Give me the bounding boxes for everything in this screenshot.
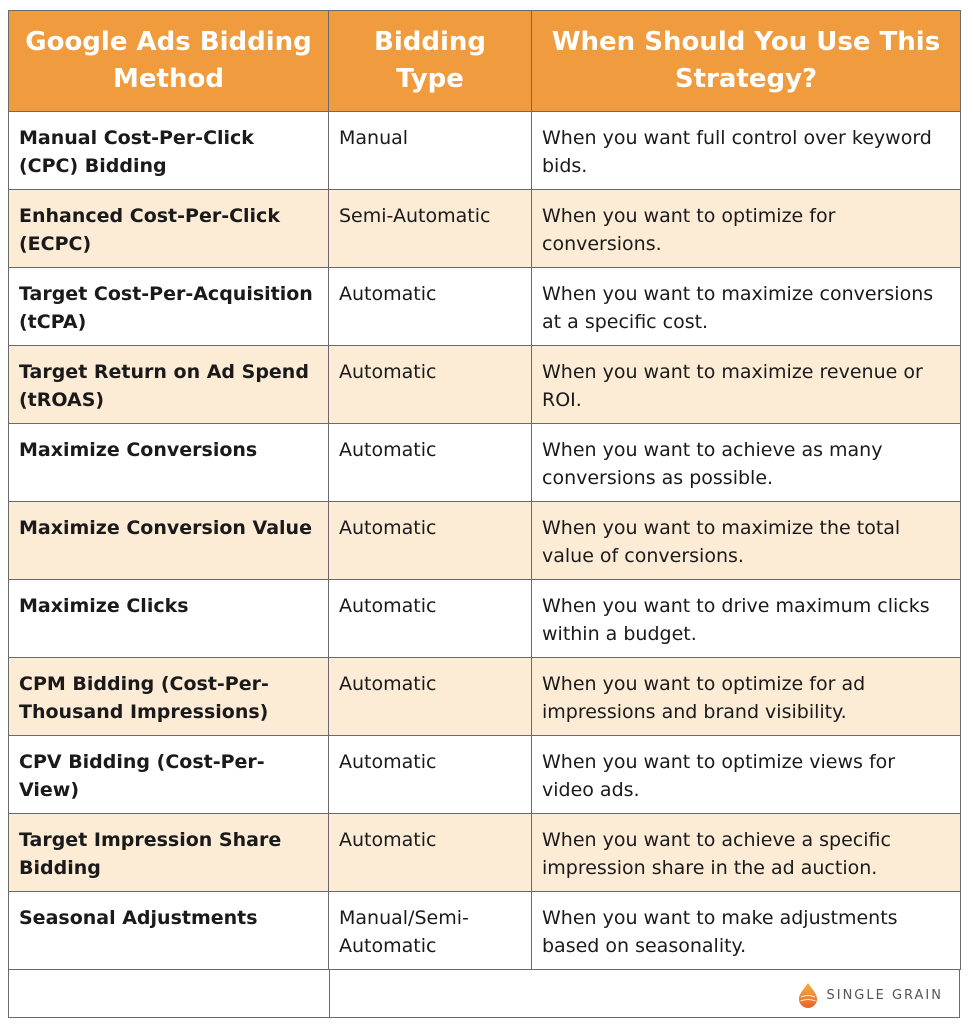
- brand-logo: [798, 982, 943, 1008]
- type-cell: Automatic: [329, 736, 532, 814]
- table-row: [9, 424, 961, 502]
- when-cell: When you want to maximize revenue or ROI.: [532, 346, 961, 424]
- type-cell: Manual: [329, 112, 532, 190]
- table-row: [9, 502, 961, 580]
- bidding-table-container: [8, 10, 960, 1018]
- header-method: Google Ads Bidding Method: [9, 11, 329, 112]
- table-row: [9, 190, 961, 268]
- flame-drop-icon: [798, 982, 818, 1008]
- table-row: [9, 268, 961, 346]
- method-cell: Enhanced Cost-Per-Click (ECPC): [9, 190, 329, 268]
- table-row: [9, 346, 961, 424]
- table-body: [9, 112, 961, 970]
- table-row: [9, 736, 961, 814]
- header-when: When Should You Use This Strategy?: [532, 11, 961, 112]
- type-cell: Automatic: [329, 658, 532, 736]
- when-cell: When you want to achieve as many conversions as possible.: [532, 424, 961, 502]
- method-cell: Maximize Conversions: [9, 424, 329, 502]
- bidding-methods-table: [8, 10, 961, 970]
- table-footer: [8, 970, 960, 1018]
- when-cell: When you want to maximize the total value of conversions.: [532, 502, 961, 580]
- method-cell: Seasonal Adjustments: [9, 892, 329, 970]
- when-cell: When you want to achieve a specific impression share in the ad auction.: [532, 814, 961, 892]
- table-row: [9, 658, 961, 736]
- when-cell: When you want to maximize conversions at a specific cost.: [532, 268, 961, 346]
- type-cell: Semi-Automatic: [329, 190, 532, 268]
- type-cell: Automatic: [329, 268, 532, 346]
- when-cell: When you want to optimize for ad impressions and brand visibility.: [532, 658, 961, 736]
- method-cell: CPM Bidding (Cost-Per-Thousand Impressions): [9, 658, 329, 736]
- type-cell: Manual/Semi-Automatic: [329, 892, 532, 970]
- method-cell: Manual Cost-Per-Click (CPC) Bidding: [9, 112, 329, 190]
- method-cell: Target Return on Ad Spend (tROAS): [9, 346, 329, 424]
- header-row: [9, 11, 961, 112]
- table-row: [9, 112, 961, 190]
- method-cell: Target Impression Share Bidding: [9, 814, 329, 892]
- when-cell: When you want to optimize for conversions.: [532, 190, 961, 268]
- method-cell: Target Cost-Per-Acquisition (tCPA): [9, 268, 329, 346]
- type-cell: Automatic: [329, 424, 532, 502]
- table-row: [9, 580, 961, 658]
- when-cell: When you want to make adjustments based on seasonality.: [532, 892, 961, 970]
- type-cell: Automatic: [329, 502, 532, 580]
- type-cell: Automatic: [329, 346, 532, 424]
- footer-divider: [329, 970, 330, 1018]
- brand-name: SINGLE GRAIN: [826, 987, 943, 1003]
- when-cell: When you want to drive maximum clicks within a budget.: [532, 580, 961, 658]
- type-cell: Automatic: [329, 580, 532, 658]
- table-row: [9, 892, 961, 970]
- method-cell: CPV Bidding (Cost-Per-View): [9, 736, 329, 814]
- method-cell: Maximize Clicks: [9, 580, 329, 658]
- table-header: [9, 11, 961, 112]
- when-cell: When you want to optimize views for video ads.: [532, 736, 961, 814]
- method-cell: Maximize Conversion Value: [9, 502, 329, 580]
- table-row: [9, 814, 961, 892]
- header-type: Bidding Type: [329, 11, 532, 112]
- type-cell: Automatic: [329, 814, 532, 892]
- when-cell: When you want full control over keyword bids.: [532, 112, 961, 190]
